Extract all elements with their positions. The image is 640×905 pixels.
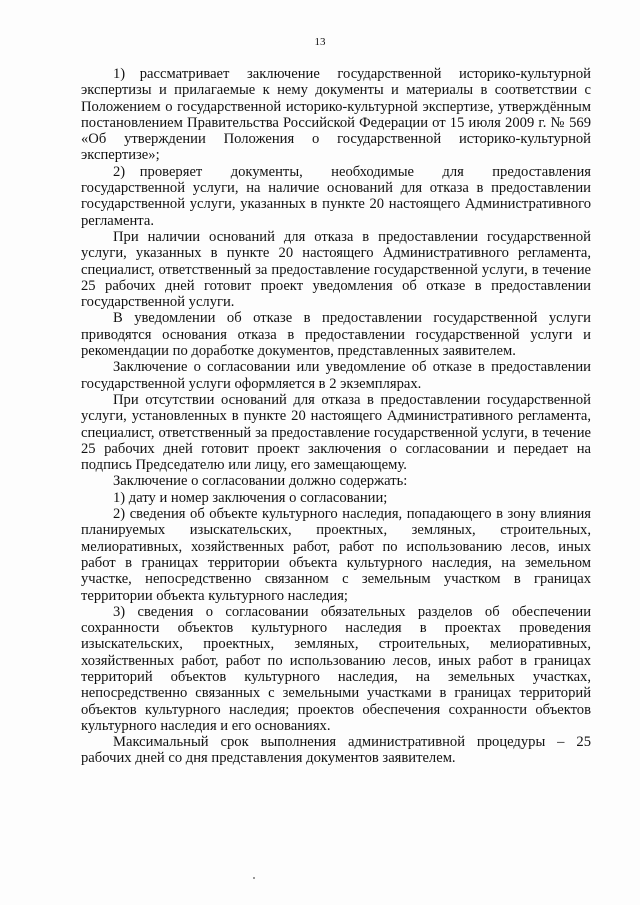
paragraph-copies: Заключение о согласовании или уведомление об отказе в предоставлении государственной услуги оформляется в 2 экземплярах.: [81, 359, 591, 392]
paragraph-no-refusal-grounds: При отсутствии оснований для отказа в предоставлении государственной услуги, установленных в пункте 20 настоящего Административного регламента, специалист, ответственный за предоставление государственной услуги, в течение 25 рабочих дней готовит проект заключения о согласовании и передает на подпись Председателю или лицу, его замещающему.: [81, 391, 591, 474]
paragraph-contents-1: 1) дату и номер заключения о согласовании;: [113, 489, 388, 506]
paragraph-refusal-notice: В уведомлении об отказе в предоставлении государственной услуги приводятся основания отказа в предоставлении государственной услуги и рекомендации по доработке документов, представленных заявителем.: [81, 310, 591, 360]
paragraph-max-term: Максимальный срок выполнения административной процедуры – 25 рабочих дней со дня представления документов заявителем.: [81, 734, 591, 767]
paragraph-contents-3: 3) сведения о согласовании обязательных разделов об обеспечении сохранности объектов культурного наследия в проектах проведения изыскательских, проектных, земляных, строительных, мелиоративных, хозяйственных работ, работ по использованию лесов, иных работ в границах территорий объектов культурного наследия, на земельных участках, непосредственно связанных с земельными участками в границах территорий объектов культурного наследия; проектов обеспечения сохранности объектов культурного наследия и его основаниях.: [81, 603, 591, 734]
scan-speck: [253, 877, 255, 879]
paragraph-contents-2: 2) сведения об объекте культурного наследия, попадающего в зону влияния планируемых изыскательских, проектных, земляных, строительных, мелиоративных, хозяйственных работ, работ по использованию лесов, иных работ в границах территории объекта культурного наследия, на земельном участке, непосредственно связанном с земельным участком в границах территории объекта культурного наследия;: [81, 506, 591, 604]
paragraph-item-1: 1) рассматривает заключение государственной историко-культурной экспертизы и прилагаемые к нему документы и материалы в соответствии с Положением о государственной историко-культурной экспертизе, утверждённым постановлением Правительства Российской Федерации от 15 июля 2009 г. № 569 «Об утверждении Положения о государственной историко-культурной экспертизе»;: [81, 66, 591, 164]
paragraph-contents-intro: Заключение о согласовании должно содержать:: [113, 473, 408, 490]
paragraph-item-2: 2) проверяет документы, необходимые для предоставления государственной услуги, на наличие оснований для отказа в предоставлении государственной услуги, указанных в пункте 20 настоящего Административного регламента.: [81, 163, 591, 229]
document-body: [81, 66, 591, 767]
page-number: 13: [314, 36, 326, 48]
paragraph-refusal-grounds: При наличии оснований для отказа в предоставлении государственной услуги, указанных в пункте 20 настоящего Административного регламента, специалист, ответственный за предоставление государственной услуги, в течение 25 рабочих дней готовит проект уведомления об отказе в предоставлении государственной услуги.: [81, 228, 591, 311]
